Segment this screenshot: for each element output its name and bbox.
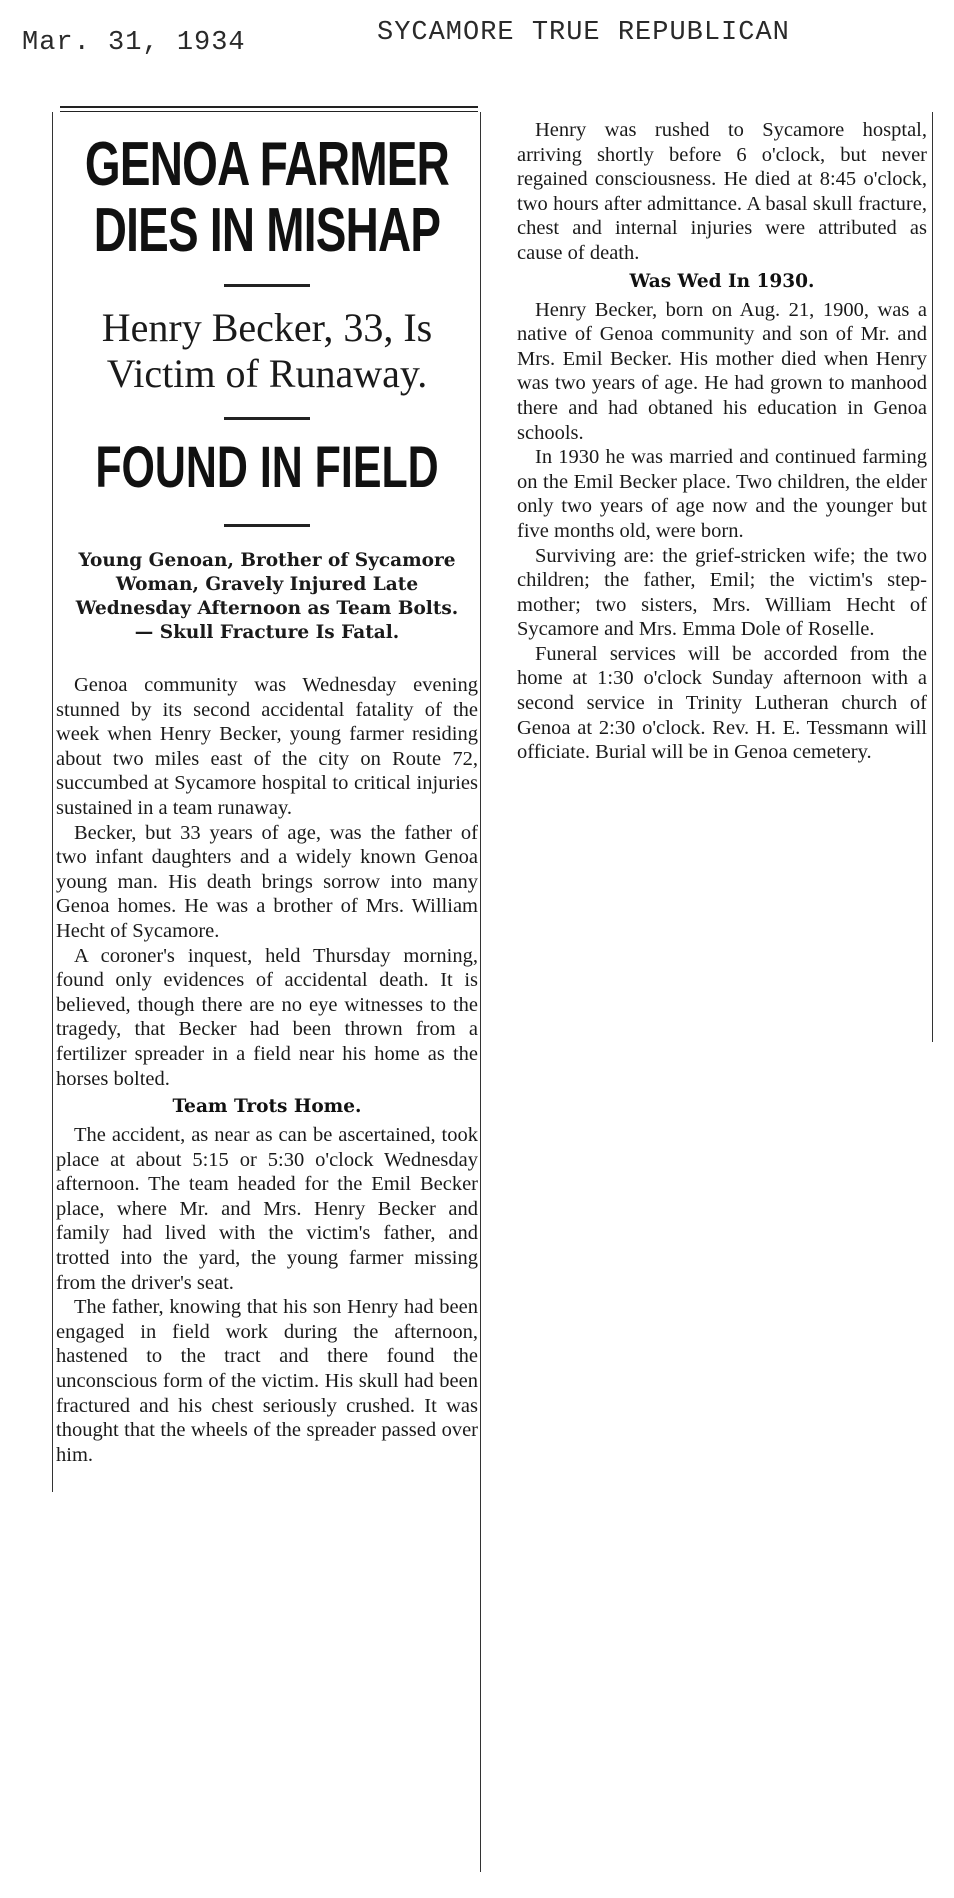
body-paragraph: Surviving are: the grief-stricken wife; the two children; the father, Emil; the victim's step-mother; two sisters, Mrs. William Hecht of Sycamore and Mrs. Emma Dole of Roselle. bbox=[517, 544, 927, 641]
body-paragraph: Becker, but 33 years of age, was the father of two infant daughters and a widely known Genoa young man. His death brings sorrow into many Genoa homes. He was a brother of Mrs. William Hecht of Sycamore. bbox=[56, 821, 478, 942]
body-paragraph: The accident, as near as can be ascertained, took place at about 5:15 or 5:30 o'clock Wednesday afternoon. The team headed for the Emil Becker place, where Mr. and Mrs. Henry Becker and family had lived with the victim's father, and trotted into the yard, the young farmer missing from the driver's seat. bbox=[56, 1124, 478, 1294]
subhead-team-trots-home: Team Trots Home. bbox=[172, 1096, 362, 1118]
newspaper-name: SYCAMORE TRUE REPUBLICAN bbox=[377, 18, 790, 48]
body-paragraph: Henry was rushed to Sycamore hosptal, arriving shortly before 6 o'clock, but never regained consciousness. He died at 8:45 o'clock, two hours after admittance. A basal skull fracture, chest and internal injuries were attributed as cause of death. bbox=[517, 119, 927, 264]
body-paragraph: A coroner's inquest, held Thursday morning, found only evidences of accidental death. It is believed, though there are no eye witnesses to the tragedy, that Becker had been thrown from a fertilizer spreader in a field near his home as the horses bolted. bbox=[56, 944, 478, 1090]
body-paragraph: Henry Becker, born on Aug. 21, 1900, was a native of Genoa community and son of Mr. and Mrs. Emil Becker. His mother died when Henry was two years of age. He had grown to manhood there and had obtaned his education in Genoa schools. bbox=[517, 298, 927, 444]
summary-deck: Young Genoan, Brother of Sycamore Woman, Gravely Injured Late Wednesday Afternoon as Team Bolts. — Skull Fracture Is Fatal. bbox=[75, 550, 459, 643]
deck-dash bbox=[224, 417, 310, 420]
column-top-rule-thin bbox=[60, 111, 478, 112]
right-column-border bbox=[932, 112, 933, 1042]
column-divider bbox=[480, 112, 481, 1872]
headline-dash bbox=[224, 284, 310, 287]
body-paragraph: The father, knowing that his son Henry had been engaged in field work during the afternoon, hastened to the tract and there found the unconscious form of the victim. His skull had been fractured and his chest seriously crushed. It was thought that the wheels of the spreader passed over him. bbox=[56, 1296, 478, 1466]
clipping-header bbox=[22, 18, 902, 58]
subhead-was-wed-in-1930: Was Wed In 1930. bbox=[629, 270, 815, 292]
deck-headline: Henry Becker, 33, Is Victim of Runaway. bbox=[101, 305, 433, 396]
left-column-border bbox=[52, 112, 53, 1492]
right-column bbox=[517, 118, 927, 765]
headline: GENOA FARMER DIES IN MISHAP bbox=[84, 130, 450, 265]
column-top-rule bbox=[60, 106, 478, 108]
secondary-headline: FOUND IN FIELD bbox=[95, 435, 439, 500]
body-paragraph: In 1930 he was married and continued farming on the Emil Becker place. Two children, the elder only two years of age now and the younger but five months old, were born. bbox=[517, 446, 927, 542]
summary-dash bbox=[224, 524, 310, 527]
left-column bbox=[56, 118, 478, 1467]
body-paragraph: Funeral services will be accorded from the home at 1:30 o'clock Sunday afternoon with a second service in Trinity Lutheran church of Genoa at 2:30 o'clock. Rev. H. E. Tessmann will officiate. Burial will be in Genoa cemetery. bbox=[517, 642, 927, 764]
body-paragraph: Genoa community was Wednesday evening stunned by its second accidental fatality of the week when Henry Becker, young farmer residing about two miles east of the city on Route 72, succumbed at Sycamore hospital to critical injuries sustained in a team runaway. bbox=[56, 674, 478, 819]
clipping-date: Mar. 31, 1934 bbox=[22, 28, 246, 58]
